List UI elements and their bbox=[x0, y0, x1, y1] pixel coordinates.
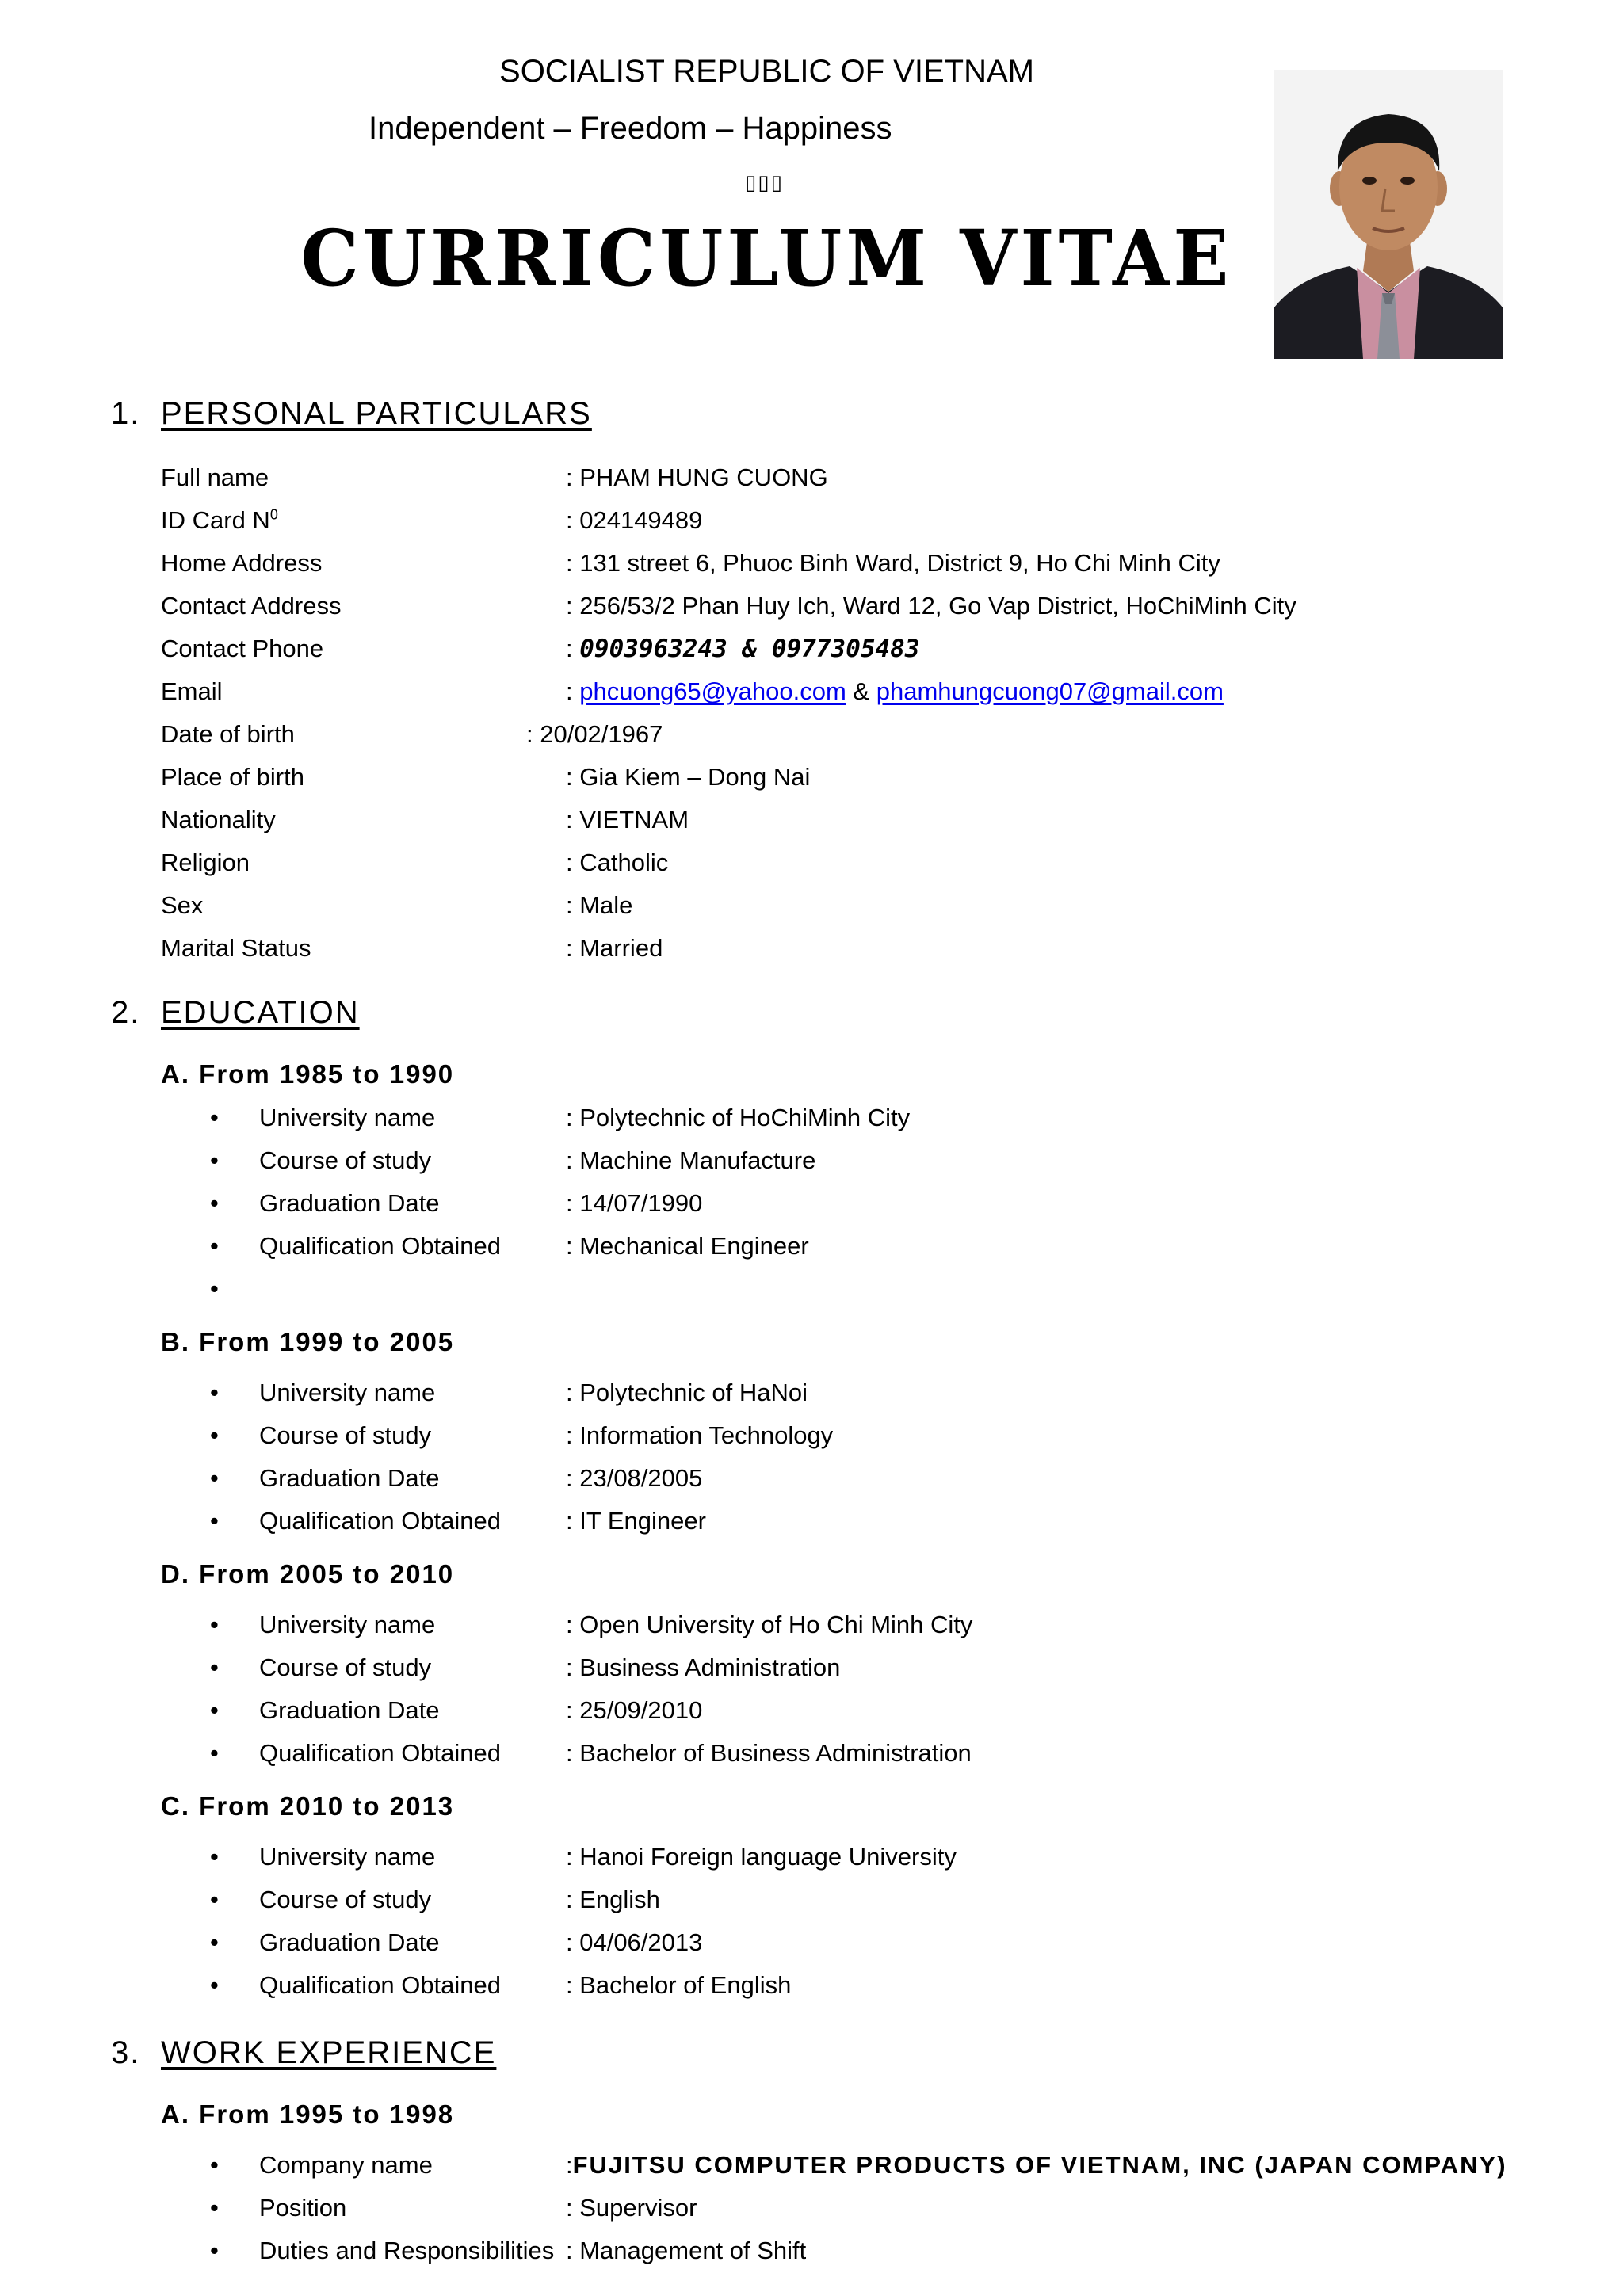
national-motto: Independent – Freedom – Happiness bbox=[369, 111, 892, 146]
edu-value: : 14/07/1990 bbox=[566, 1189, 703, 1217]
education-heading: B. From 1999 to 2005 bbox=[161, 1327, 455, 1356]
work-value: : Supervisor bbox=[566, 2194, 697, 2222]
edu-value: : IT Engineer bbox=[566, 1507, 706, 1535]
edu-value: : Bachelor of Business Administration bbox=[566, 1739, 972, 1767]
bullet: • bbox=[210, 1653, 219, 1681]
company-colon: : bbox=[566, 2151, 573, 2179]
label-religion: Religion bbox=[161, 849, 250, 876]
edu-label: Graduation Date bbox=[259, 1928, 440, 1956]
bullet: • bbox=[210, 1464, 219, 1492]
edu-label: Graduation Date bbox=[259, 1696, 440, 1724]
value-marital: : Married bbox=[566, 934, 663, 962]
ornament-glyphs: ▯▯▯ bbox=[745, 170, 784, 194]
label-home-address: Home Address bbox=[161, 549, 323, 577]
edu-value: : Polytechnic of HoChiMinh City bbox=[566, 1104, 911, 1131]
edu-value: : Hanoi Foreign language University bbox=[566, 1843, 957, 1871]
section-title-education: EDUCATION bbox=[161, 995, 360, 1030]
bullet: • bbox=[210, 2237, 219, 2264]
phone-numbers: 0903963243 & 0977305483 bbox=[579, 635, 920, 663]
edu-value: : English bbox=[566, 1886, 660, 1913]
portrait-photo bbox=[1274, 70, 1503, 359]
education-heading: D. From 2005 to 2010 bbox=[161, 1559, 455, 1589]
edu-label: University name bbox=[259, 1104, 436, 1131]
edu-value: : Open University of Ho Chi Minh City bbox=[566, 1611, 973, 1638]
bullet: • bbox=[210, 1189, 219, 1217]
section-title-personal: PERSONAL PARTICULARS bbox=[161, 396, 592, 431]
edu-value: : 25/09/2010 bbox=[566, 1696, 703, 1724]
work-value-company bbox=[566, 2151, 1507, 2180]
value-sex: : Male bbox=[566, 891, 633, 919]
label-nationality: Nationality bbox=[161, 806, 276, 833]
work-label-company: Company name bbox=[259, 2151, 433, 2179]
value-pob: : Gia Kiem – Dong Nai bbox=[566, 763, 811, 791]
bullet: • bbox=[210, 1507, 219, 1535]
document-title: CURRICULUM VITAE bbox=[300, 212, 1233, 304]
edu-value: : Business Administration bbox=[566, 1653, 841, 1681]
education-heading: C. From 2010 to 2013 bbox=[161, 1791, 455, 1821]
bullet: • bbox=[210, 1928, 219, 1956]
edu-value: : 04/06/2013 bbox=[566, 1928, 703, 1956]
bullet: • bbox=[210, 1696, 219, 1724]
edu-value: : 23/08/2005 bbox=[566, 1464, 703, 1492]
edu-value: : Machine Manufacture bbox=[566, 1146, 816, 1174]
label-email: Email bbox=[161, 677, 223, 705]
label-contact-address: Contact Address bbox=[161, 592, 342, 620]
work-label: Duties and Responsibilities bbox=[259, 2237, 555, 2264]
bullet: • bbox=[210, 1421, 219, 1449]
label-id-card bbox=[161, 506, 278, 535]
email-amp: & bbox=[853, 677, 870, 705]
country-name: SOCIALIST REPUBLIC OF VIETNAM bbox=[499, 54, 1034, 89]
edu-value: : Mechanical Engineer bbox=[566, 1232, 809, 1260]
email-link-gmail[interactable]: phamhungcuong07@gmail.com bbox=[876, 677, 1224, 705]
phone-colon: : bbox=[566, 635, 573, 662]
edu-label: University name bbox=[259, 1843, 436, 1871]
bullet: • bbox=[210, 1843, 219, 1871]
edu-label: Qualification Obtained bbox=[259, 1739, 502, 1767]
edu-label: Course of study bbox=[259, 1653, 432, 1681]
edu-value: : Bachelor of English bbox=[566, 1971, 792, 1999]
label-id-card-text: ID Card N bbox=[161, 506, 270, 534]
edu-value: : Polytechnic of HaNoi bbox=[566, 1379, 808, 1406]
edu-value: : Information Technology bbox=[566, 1421, 834, 1449]
bullet: • bbox=[210, 1232, 219, 1260]
education-heading: A. From 1985 to 1990 bbox=[161, 1059, 455, 1089]
label-contact-phone: Contact Phone bbox=[161, 635, 324, 662]
edu-label: Course of study bbox=[259, 1886, 432, 1913]
edu-label: Course of study bbox=[259, 1146, 432, 1174]
bullet: • bbox=[210, 2194, 219, 2222]
edu-label: Course of study bbox=[259, 1421, 432, 1449]
bullet: • bbox=[210, 1104, 219, 1131]
value-nationality: : VIETNAM bbox=[566, 806, 689, 833]
section-number-work: 3. bbox=[111, 2035, 141, 2070]
edu-label: Qualification Obtained bbox=[259, 1507, 502, 1535]
value-dob: : 20/02/1967 bbox=[526, 720, 663, 748]
bullet: • bbox=[210, 1886, 219, 1913]
bullet: • bbox=[210, 1739, 219, 1767]
section-number-education: 2. bbox=[111, 995, 141, 1030]
value-religion: : Catholic bbox=[566, 849, 669, 876]
edu-label: Qualification Obtained bbox=[259, 1232, 502, 1260]
label-marital: Marital Status bbox=[161, 934, 311, 962]
email-link-yahoo[interactable]: phcuong65@yahoo.com bbox=[579, 677, 846, 705]
edu-label: Graduation Date bbox=[259, 1464, 440, 1492]
edu-label: University name bbox=[259, 1611, 436, 1638]
edu-label: Graduation Date bbox=[259, 1189, 440, 1217]
edu-label: Qualification Obtained bbox=[259, 1971, 502, 1999]
section-number-personal: 1. bbox=[111, 396, 141, 431]
bullet: • bbox=[210, 1146, 219, 1174]
work-heading: A. From 1995 to 1998 bbox=[161, 2100, 455, 2129]
value-home-address: : 131 street 6, Phuoc Binh Ward, District 9, Ho Chi Minh City bbox=[566, 549, 1220, 577]
label-dob: Date of birth bbox=[161, 720, 295, 748]
email-colon: : bbox=[566, 677, 573, 705]
value-full-name: : PHAM HUNG CUONG bbox=[566, 463, 828, 491]
bullet: • bbox=[210, 1379, 219, 1406]
work-value: : Management of Shift bbox=[566, 2237, 807, 2264]
bullet-empty: • bbox=[210, 1275, 219, 1302]
value-id-card: : 024149489 bbox=[566, 506, 703, 534]
label-pob: Place of birth bbox=[161, 763, 304, 791]
value-contact-phone bbox=[566, 635, 920, 663]
value-contact-address: : 256/53/2 Phan Huy Ich, Ward 12, Go Vap District, HoChiMinh City bbox=[566, 592, 1296, 620]
label-full-name: Full name bbox=[161, 463, 269, 491]
work-label: Position bbox=[259, 2194, 347, 2222]
section-title-work: WORK EXPERIENCE bbox=[161, 2035, 497, 2070]
value-email bbox=[566, 677, 1224, 706]
label-id-card-sup: 0 bbox=[269, 506, 278, 523]
bullet: • bbox=[210, 1611, 219, 1638]
company-name: FUJITSU COMPUTER PRODUCTS OF VIETNAM, INC (JAPAN COMPANY) bbox=[572, 2151, 1507, 2179]
bullet: • bbox=[210, 2151, 219, 2179]
label-sex: Sex bbox=[161, 891, 204, 919]
edu-label: University name bbox=[259, 1379, 436, 1406]
bullet: • bbox=[210, 1971, 219, 1999]
